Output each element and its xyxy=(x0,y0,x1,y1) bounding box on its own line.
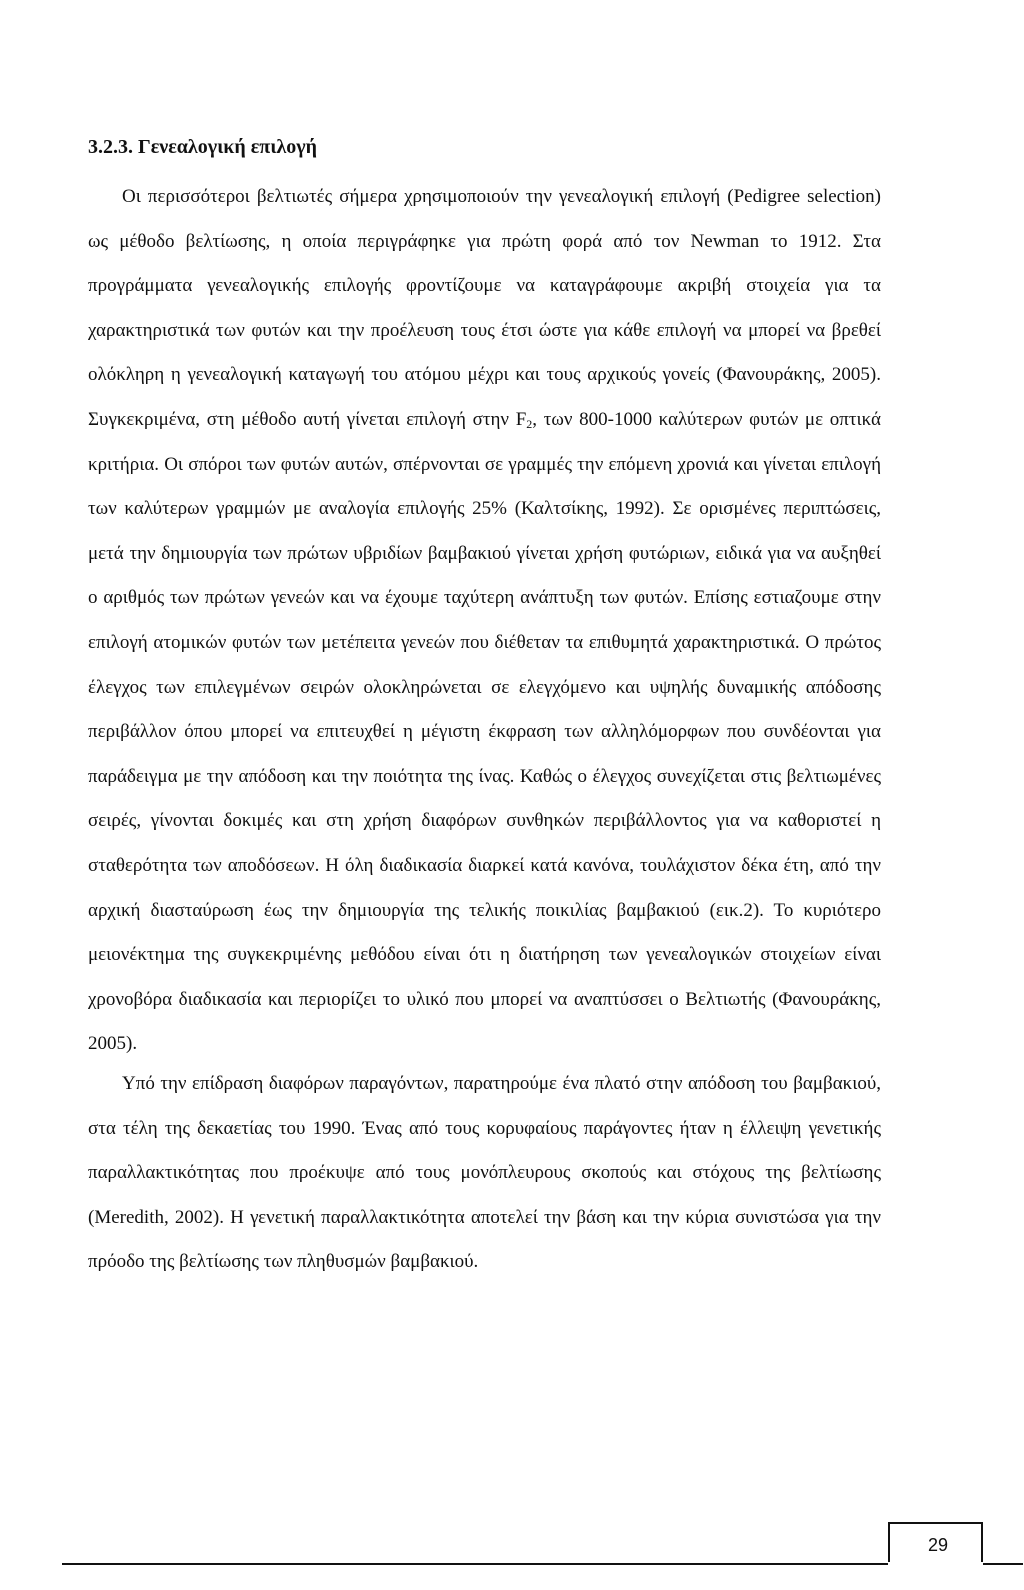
footer-rule-left xyxy=(62,1563,888,1565)
section-heading: 3.2.3. Γενεαλογική επιλογή xyxy=(88,136,317,158)
paragraph-1-text-part-2: , των 800-1000 καλύτερων φυτών με οπτικά κριτήρια. Οι σπόροι των φυτών αυτών, σπέρνονται σε γραμμές την επόμενη χρονιά και γίνεται επιλογή των καλύτερων γραμμών με αναλογία επιλογής 25% (Καλτσίκης, 1992). Σε ορισμένες περιπτώσεις, μετά την δημιουργία των πρώτων υβριδίων βαμβακιού γίνεται χρήση φυτώριων, ειδικά για να αυξηθεί ο αριθμός των πρώτων γενεών και να έχουμε ταχύτερη ανάπτυξη των φυτών. Επίσης εστιαζουμε στην επιλογή ατομικών φυτών των μετέπειτα γενεών που διέθεταν τα επιθυμητά χαρακτηριστικά. Ο πρώτος έλεγχος των επιλεγμένων σειρών ολοκληρώνεται σε ελεγχόμενο και υψηλής δυναμικής απόδοσης περιβάλλον όπου μπορεί να επιτευχθεί η μέγιστη έκφραση των αλληλόμορφων που συνδέονται για παράδειγμα με την απόδοση και την ποιότητα της ίνας. Καθώς ο έλεγχος συνεχίζεται στις βελτιωμένες σειρές, γίνονται δοκιμές και στη χρήση διαφόρων συνθηκών περιβάλλοντος για να καθοριστεί η σταθερότητα των αποδόσεων. Η όλη διαδικασία διαρκεί κατά κανόνα, τουλάχιστον δέκα έτη, από την αρχική διασταύρωση έως την δημιουργία της τελικής ποικιλίας βαμβακιού (εικ.2). Το κυριότερο μειονέκτημα της συγκεκριμένης μεθόδου είναι ότι η διατήρηση των γενεαλογικών στοιχείων είναι χρονοβόρα διαδικασία και περιορίζει το υλικό που μπορεί να αναπτύσσει ο Βελτιωτής (Φανουράκης, 2005). xyxy=(88,408,881,1055)
footer-rule-right xyxy=(983,1563,1023,1565)
page-number-box xyxy=(888,1522,983,1562)
page-number: 29 xyxy=(928,1535,949,1555)
body-paragraph-2: Υπό την επίδραση διαφόρων παραγόντων, παρατηρούμε ένα πλατό στην απόδοση του βαμβακιού, στα τέλη της δεκαετίας του 1990. Ένας από τους κορυφαίους παράγοντες ήταν η έλλειψη γενετικής παραλλακτικότητας που προέκυψε από τους μονόπλευρους σκοπούς και στόχους της βελτίωσης (Meredith, 2002). Η γενετική παραλλακτικότητα αποτελεί την βάση και την κύρια συνιστώσα για την πρόοδο της βελτίωσης των πληθυσμών βαμβακιού. xyxy=(88,1073,881,1273)
generation-subscript: 2 xyxy=(526,416,533,431)
page-footer xyxy=(0,1520,1024,1580)
paragraph-1-text-part-1: Οι περισσότεροι βελτιωτές σήμερα χρησιμοποιούν την γενεαλογική επιλογή (Pedigree selection) ως μέθοδο βελτίωσης, η οποία περιγράφηκε για πρώτη φορά από τον Newman το 1912. Στα προγράμματα γενεαλογικής επιλογής φροντίζουμε να καταγράφουμε ακριβή στοιχεία για τα χαρακτηριστικά των φυτών και την προέλευση τους έτσι ώστε για κάθε επιλογή να μπορεί να βρεθεί ολόκληρη η γενεαλογική καταγωγή του ατόμου μέχρι και τους αρχικούς γονείς (Φανουράκης, 2005). Συγκεκριμένα, στη μέθοδο αυτή γίνεται επιλογή στην F xyxy=(88,186,881,430)
body-paragraph-1 xyxy=(88,175,881,1067)
